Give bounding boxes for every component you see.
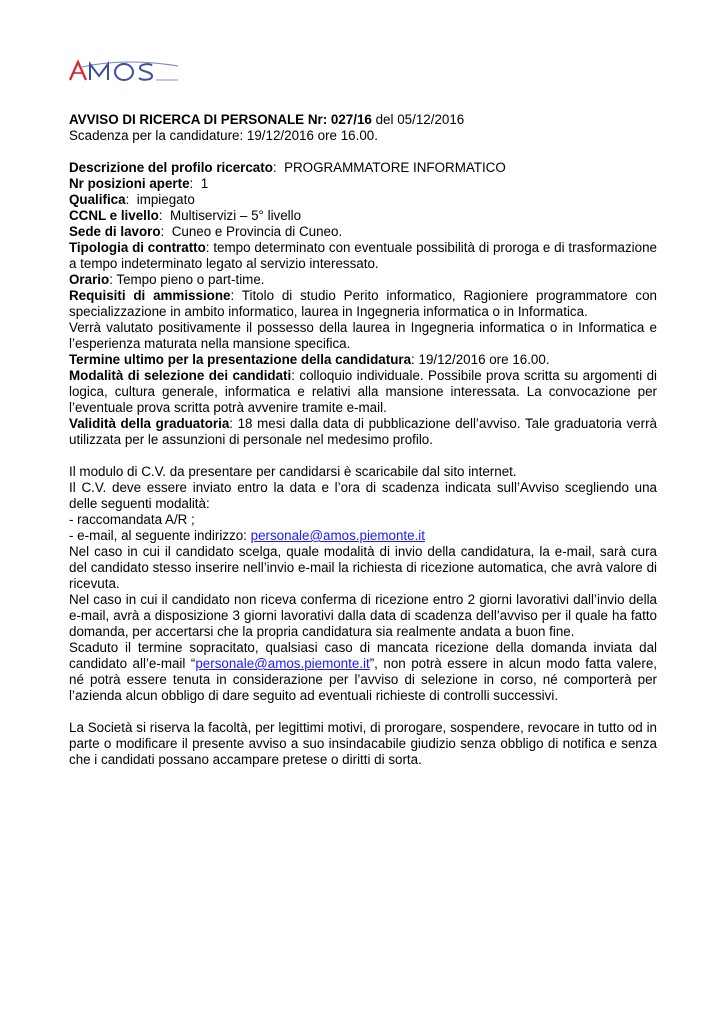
profile-hours-value: Tempo pieno o part-time.: [116, 272, 265, 287]
expired-text-part1: Scaduto il termine sopracitato, qualsiasi caso di mancata ricezione della domanda inviata dal candidato all’e-mail “: [69, 640, 657, 671]
expired-text: [69, 640, 657, 704]
profile-hours-label: Orario: [69, 272, 110, 287]
notice-date: 05/12/2016: [397, 112, 465, 127]
cv-send-text: Il C.V. deve essere inviato entro la data e l’ora di scadenza indicata sull’Avviso scegliendo una delle seguenti modalità:: [69, 480, 657, 511]
profile-deadline-value: 19/12/2016 ore 16.00.: [418, 352, 550, 367]
profile-contract-label: Tipologia di contratto: [69, 240, 206, 255]
profile-selection-label: Modalità di selezione dei candidati: [69, 368, 292, 383]
expired-text-part2: ”, non potrà essere in alcun modo fatta valere, né potrà essere tenuta in considerazione per l’avviso di selezione in corso, né comporterà per l’azienda alcun obbligo di dare seguito ad eventuali richieste di controlli successivi.: [69, 656, 657, 703]
notice-title-line: [69, 112, 657, 128]
profile-ccnl-value: Multiservizi – 5° livello: [169, 208, 302, 223]
profile-requirements-label: Requisiti di ammissione: [69, 288, 231, 303]
profile-contract: Tipologia di contratto: tempo determinato con eventuale possibilità di proroga e di trasformazione a tempo indeterminato legato al servizio interessato.: [69, 240, 657, 271]
option-registered-mail: - raccomandata A/R ;: [69, 512, 195, 527]
no-confirmation-text: Nel caso in cui il candidato non riceva conferma di ricezione entro 2 giorni lavorativi dall’invio della e-mail, avrà a disposizione 3 giorni lavorativi dalla data di scadenza dell’avviso per il quale ha fatto domanda, per accertarsi che la propria candidatura sia realmente andata a buon fine.: [69, 592, 657, 639]
notice-number: 027/16: [330, 112, 372, 127]
profile-validity: Validità della graduatoria: 18 mesi dalla data di pubblicazione dell’avviso. Tale graduatoria verrà utilizzata per le assunzioni di personale nel medesimo profilo.: [69, 416, 657, 447]
profile-positions-value: 1: [200, 176, 209, 191]
email-link[interactable]: personale@amos.piemonte.it: [250, 528, 425, 543]
profile-deadline: Termine ultimo per la presentazione della candidatura: 19/12/2016 ore 16.00.: [69, 352, 550, 367]
profile-qualification-label: Qualifica: [69, 192, 126, 207]
profile-qualification: Qualifica: impiegato: [69, 192, 195, 207]
logo-letter-a: [70, 62, 86, 80]
profile-location-label: Sede di lavoro: [69, 224, 161, 239]
cv-download-text: Il modulo di C.V. da presentare per candidarsi è scaricabile dal sito internet.: [69, 464, 517, 479]
notice-body: [69, 112, 657, 768]
amos-logo: [68, 58, 180, 84]
email-link-inline[interactable]: personale@amos.piemonte.it: [195, 656, 370, 671]
profile-selection: Modalità di selezione dei candidati: colloquio individuale. Possibile prova scritta su argomenti di logica, cultura generale, informatica e relativi alla mansione interessata. La convocazione per l’eventuale prova scritta potrà avvenire tramite e-mail.: [69, 368, 657, 415]
option-email-prefix: - e-mail, al seguente indirizzo:: [69, 528, 247, 543]
profile-location-value: Cuneo e Provincia di Cuneo.: [171, 224, 343, 239]
profile-validity-value: 18 mesi dalla data di pubblicazione dell’avviso. Tale graduatoria verrà utilizzata per le assunzioni di personale nel medesimo profilo.: [69, 416, 657, 447]
profile-validity-label: Validità della graduatoria: [69, 416, 230, 431]
company-disclaimer: La Società si riserva la facoltà, per legittimi motivi, di prorogare, sospendere, revocare in tutto od in parte o modificare il presente avviso a suo insindacabile giudizio senza obbligo di notifica e senza che i candidati possano accampare pretese o diritti di sorta.: [69, 720, 657, 767]
profile-hours: Orario: Tempo pieno o part-time.: [69, 272, 265, 287]
profile-requirements-value: Titolo di studio Perito informatico, Ragioniere programmatore con specializzazione in ambito informatico, laurea in Ingegneria informatica o in Informatica.: [69, 288, 657, 319]
profile-requirements: Requisiti di ammissione: Titolo di studio Perito informatico, Ragioniere programmatore con specializzazione in ambito informatico, laurea in Ingegneria informatica o in Informatica.: [69, 288, 657, 319]
profile-selection-value: colloquio individuale. Possibile prova scritta su argomenti di logica, cultura generale, informatica e relativi alla mansione interessata. La convocazione per l’eventuale prova scritta potrà avvenire tramite e-mail.: [69, 368, 657, 415]
logo-letter-s: [139, 64, 152, 79]
profile-positions: Nr posizioni aperte: 1: [69, 176, 209, 191]
notice-deadline-line: Scadenza per la candidature: 19/12/2016 ore 16.00.: [69, 128, 378, 143]
profile-location: Sede di lavoro: Cuneo e Provincia di Cuneo.: [69, 224, 343, 239]
logo-letter-o: [115, 64, 133, 80]
profile-contract-value: tempo determinato con eventuale possibilità di proroga e di trasformazione a tempo indeterminato legato al servizio interessato.: [69, 240, 657, 271]
notice-date-prefix: del: [375, 112, 394, 127]
profile-description: Descrizione del profilo ricercato: PROGRAMMATORE INFORMATICO: [69, 160, 506, 175]
profile-ccnl: CCNL e livello: Multiservizi – 5° livello: [69, 208, 302, 223]
profile-positions-label: Nr posizioni aperte: [69, 176, 190, 191]
profile-requirements-note: Verrà valutato positivamente il possesso della laurea in Ingegneria informatica o in Informatica e l’esperienza maturata nella mansione specifica.: [69, 320, 657, 351]
notice-title-label: AVVISO DI RICERCA DI PERSONALE Nr:: [69, 112, 328, 127]
profile-description-label: Descrizione del profilo ricercato: [69, 160, 273, 175]
logo-letter-m: [90, 64, 108, 80]
option-email: [69, 528, 657, 544]
email-case-text: Nel caso in cui il candidato scelga, quale modalità di invio della candidatura, la e-mail, sarà cura del candidato stesso inserire nell’invio e-mail la richiesta di ricezione automatica, che avrà valore di ricevuta.: [69, 544, 657, 591]
profile-ccnl-label: CCNL e livello: [69, 208, 159, 223]
profile-qualification-value: impiegato: [136, 192, 195, 207]
profile-description-value: PROGRAMMATORE INFORMATICO: [284, 160, 506, 175]
profile-deadline-label: Termine ultimo per la presentazione della candidatura: [69, 352, 412, 367]
